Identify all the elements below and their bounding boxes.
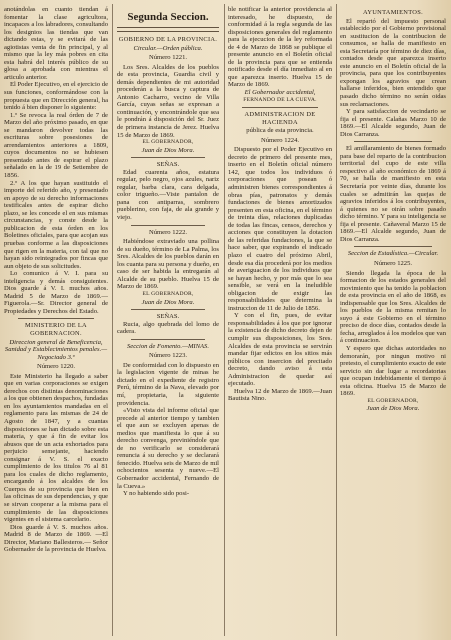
column-divider <box>336 4 337 636</box>
column-2 <box>117 6 219 634</box>
page-title: Segunda Seccion. <box>127 11 209 23</box>
paragraph: Huelva 12 de Marzo de 1869.—Juan Bautista Nino. <box>228 387 332 403</box>
signature-title: EL GOBERNADOR, <box>142 139 194 146</box>
paragraph: Y para satisfaccion de vecindario se fija el presente. Calañas Marzo 10 de 1869.—El Alcalde segundo, Juan de Dios Carranza. <box>340 108 446 138</box>
notice-number: Número 1223. <box>148 352 188 360</box>
divider <box>18 318 94 319</box>
section-heading: MINISTERIO DE LA GOBERNACION. <box>25 322 87 337</box>
notice-number: Número 1220. <box>36 363 76 371</box>
paragraph: De conformidad con lo dispuesto en la legislacion vigente de minas he dictado en el expediente de registro Perú, término de la Nava, elevado por mí, propietaria, la siguiente providencia. <box>117 361 219 407</box>
notice-number: Número 1224. <box>260 136 300 144</box>
signature-name: Juan de Dios Mora. <box>141 298 195 306</box>
paragraph: Habiéndose extraviado una pollina de su dueño, término de La Palma, los Sres. Alcaldes de los pueblos darán en los cuanta para su persona y dueño, en caso de ser habida la entregarán al Alcalde de su pueblo. Huelva 15 de Marzo de 1869. <box>117 238 219 291</box>
paragraph: Dios guarde á V. S. muchos años. Madrid 8 de Marzo de 1869. —El Director, Mariano Ballesteros.— Señor Gobernador de la provincia de Huelva. <box>4 523 108 554</box>
section-heading: GOBIERNO DE LA PROVINCIA. <box>118 36 218 43</box>
section-subheading: Direccion general de Beneficencia, Sanidad y Establecimientos penales.—Negociado 3.º <box>4 338 108 361</box>
paragraph: 1.º Se revoca la real órden de 7 de Marzo del año próximo pasado, en que se mandaron devolver todas las escrituras sobre posesiones de arrendamientos anteriores a 1809, cuyos documentos no se hubiesen presentado antes de espirar el plazo señalado en la de 19 de Setiembre de 1856. <box>4 111 108 180</box>
divider <box>131 309 205 310</box>
paragraph: ble notificar la anterior providencia al interesado, he dispuesto, de conformidad á la regla segunda de las disposiciones generales del reglamento para la ejecucion de la ley reformada de 4 de Marzo de 1868 se publique el presente anuncio en el Boletín oficial de la provincia para que se entienda notificado desde el día inmediato al en que aparezca inserto. Huelva 15 de Marzo de 1869. <box>228 6 332 89</box>
notice-number: Número 1225. <box>373 259 413 267</box>
signature-name: Juan de Dios Mora. <box>366 405 420 413</box>
section-subheading: Circular.—Orden pública. <box>133 44 203 52</box>
paragraph: El amillaramiento de bienes formado para base del reparto de la contribucion territorial del cupo de este villa respectivo al año económico de 1869 á 70, se halla de manifiesto en esta Secretaría por veinte días, durante los cuales se admitirán las quejas de agravios inferidos á los contribuyentes, á quienes no se oirán sobre pasado dicho término. Y para su inteligencia se fija el presente. Cañaveral Marzo 15 de 1869.—El Alcalde segundo, Juan de Dios Carranza. <box>340 145 446 243</box>
paragraph: 2.º A los que hayan sustituido el importe del referido año, y presentado en apoyo de su derecho informaciones testificales antes de espirar dicho plazo, se les concede el en sus mismas circunstancias, y conste desde la publicacion de esta órden en los Boletines oficiales, para que acojan sus pruebas conforme a las disposiciones que rigen en la materia, con tal que no hayan sido reintegrados por fincas que aun objeto de sus solicitudes. <box>4 179 108 270</box>
paragraph: Lo comunico á V. I. para su inteligencia y demás consiguientes. Dios guarde á V. I. muchos años. Madrid 5 de Marzo de 1869.— Figuerola.—Sr. Director general de Propiedades y Derechos del Estado. <box>4 270 108 315</box>
column-4 <box>340 6 446 634</box>
divider <box>131 225 205 226</box>
section-heading: ADMINISTRACION DE HACIENDA <box>244 111 316 126</box>
paragraph: Los Sres. Alcaldes de los pueblos de esta provincia, Guardia civil y demás dependientes de mi autoridad procederán a la busca y captura de Antonio Cacharro, vecino de Villa García, cuyas señas se expresan a continuación, y encontrándole que sea le pondrán á disposición del Sr. Juez de primera instancia de Jerez. Huelva 15 de Marzo de 1869. <box>117 63 219 139</box>
signature-name: Juan de Dios Mora. <box>141 146 195 154</box>
column-3 <box>228 6 332 634</box>
section-heading: AYUNTAMIENTOS. <box>363 9 423 16</box>
section-subheading: pública de esta provincia. <box>246 127 314 135</box>
signature-title: EL GOBERNADOR, <box>367 397 419 404</box>
signature-title: EL GOBERNADOR, <box>142 290 194 297</box>
divider <box>131 339 205 340</box>
paragraph: Rucia, algo quebrada del lomo de cadera. <box>117 320 219 336</box>
notice-number: Número 1222. <box>148 228 188 236</box>
paragraph: «Visto vista del informe oficial que precede al anterior tiempo y tambien el que aun se excluyen apenas de medios que manifiesta lo que á su derecho convenga, previniéndole que de no verificarlo se considerará renuncia á su derecho y se declarará fenecido. Huelva seis de Marzo de mil ochocientos sesenta y nueve.—El Gobernador accidental, Fernando de la Cueva.» <box>117 407 219 490</box>
divider <box>354 141 432 142</box>
signature-name: FERNANDO DE LA CUEVA. <box>243 96 317 103</box>
paragraph: Dispuesto por el Poder Ejecutivo en decreto de primero del presente mes, inserto en el Boletín oficial número 142, que todos los individuos ó corporaciones que posean ó administren bienes correspondientes á obras pías, patronatos y demás fundaciones de bienes amortizados presenten en esta oficina, en el término de treinta días, relaciones duplicadas de todas las fincas, censos, derechos y acciones que constituyen la dotacion de las referidas fundaciones, la que se hace saber, que expirando el indicado plazo el cuatro del próximo Abril, desde esa día procederá por los medios de averiguacion de los individuos que se hayan hecho, y por más que lo sea sensible, se verá en la ineludible obligacion de exigir las responsabilidades que determina la instruccion de 11 de Julio de 1856. <box>228 146 332 312</box>
paragraph: El repartó del impuesto personal establecido por el Gobierno provisional en sustitucion de la contribucion de consumos, se halla de manifiesto en esta Secretaría por término de diez días, contados desde que aparezca inserto este anuncio en el Boletín oficial de la provincia, para que los contribuyentes expongan los agravios que crean hallarse inferidos, bien entendido que pasado dicho término no serán oidas sus reclamaciones. <box>340 17 446 108</box>
paragraph: Y con el fin, pues, de evitar responsabilidades á los que por ignorar la existencia de dicho decreto dejen de cumplir sus disposiciones, los Sres. Alcaldes de esta provincia se servirán mandar fijar edictos en los sitios más públicos con insercion del precitado decreto, dando aviso á esta Administracion de quedar así ejecutado. <box>228 312 332 388</box>
section-heading: SEÑAS. <box>156 313 180 321</box>
divider <box>354 246 432 247</box>
section-heading: SEÑAS. <box>156 161 180 169</box>
notice-number: Número 1221. <box>148 54 188 62</box>
section-heading: Seccion de Fomento.—MINAS. <box>126 342 210 350</box>
paragraph: Edad cuarenta años, estatura regular, pelo negro, ojos azules, nariz regular, barba clara, cara delgada, color trigueño.—Viste pantalon de pana con antiparras, sombrero pueblerino, con faja, de ala grande y viejo. <box>117 168 219 222</box>
double-rule <box>117 27 219 32</box>
paragraph: El Poder Ejecutivo, en el ejercicio de sus funciones, conformándose con la propuesta que en Dirección general, ha tenido á bien disponer lo siguiente: <box>4 81 108 112</box>
column-1 <box>4 6 108 634</box>
section-heading: Seccion de Estadística.—Circular. <box>347 250 439 258</box>
column-divider <box>224 4 225 636</box>
paragraph: Este Ministerio ha llegado a saber que en varias corporaciones se exigen derechos con distintas denominaciones a los que obtienen despachos, fundadas en los ayuntamientos mandadas en el reglamento para las mismas de 24 de Agosto de 1847, y a cuantas disposiciones se han dictado sobre esta materia, y que á fin de evitar los abusos que de un acta exhortados para perjuicio semejante, haciendo consignar á V. S. el exacto cumplimiento de los titulos 76 al 81 para los cuales de dicho reglamento, encargando á los alcaldes de los Cuerpos de su provincia que bien en las oficinas de sus dependencias, y que se sirvan cooperar a la misma para el cumplimiento de las disposiciones vigentes en el sistema carcelario. <box>4 372 108 524</box>
paragraph: Y no habiendo sido posi- <box>123 490 190 498</box>
paragraph: Y espero que dichas autoridades no demorarán, por ningun motivo ni pretesto, el cumplimiento exacto de este servicio sin dar lugar a recordatorias que ocupan indebidamente el tiempo á esta oficina. Huelva 15 de Marzo de 1869. <box>340 344 446 398</box>
divider <box>242 107 318 108</box>
column-divider <box>112 4 113 636</box>
paragraph: Siendo llegada la época de la formacion de los estados generales del movimiento que ha tenido la poblacion de esta provincia en el año de 1868, es indispensable que los Sres. Alcaldes de los pueblos de la misma remitan lo suyo á este Gobierno en el término preciso de doce días, contados desde la fecha, arreglados á los modelos que van á continuacion. <box>340 269 446 345</box>
signature-title: El Gobernador accidental, <box>244 89 316 97</box>
paragraph: anotándolas en cuanto tiendan á fomentar la clase agricultora, incapaces a los labradores, consultando los designios las tiendas que van dictando estas, y se evitará de las agiotistas venta de fin principal, y al mismo que la ley más pobres en cita esta habrá del interés público de su glosa a aprobada con mientras el articulo anterior. <box>4 6 108 81</box>
divider <box>131 157 205 158</box>
